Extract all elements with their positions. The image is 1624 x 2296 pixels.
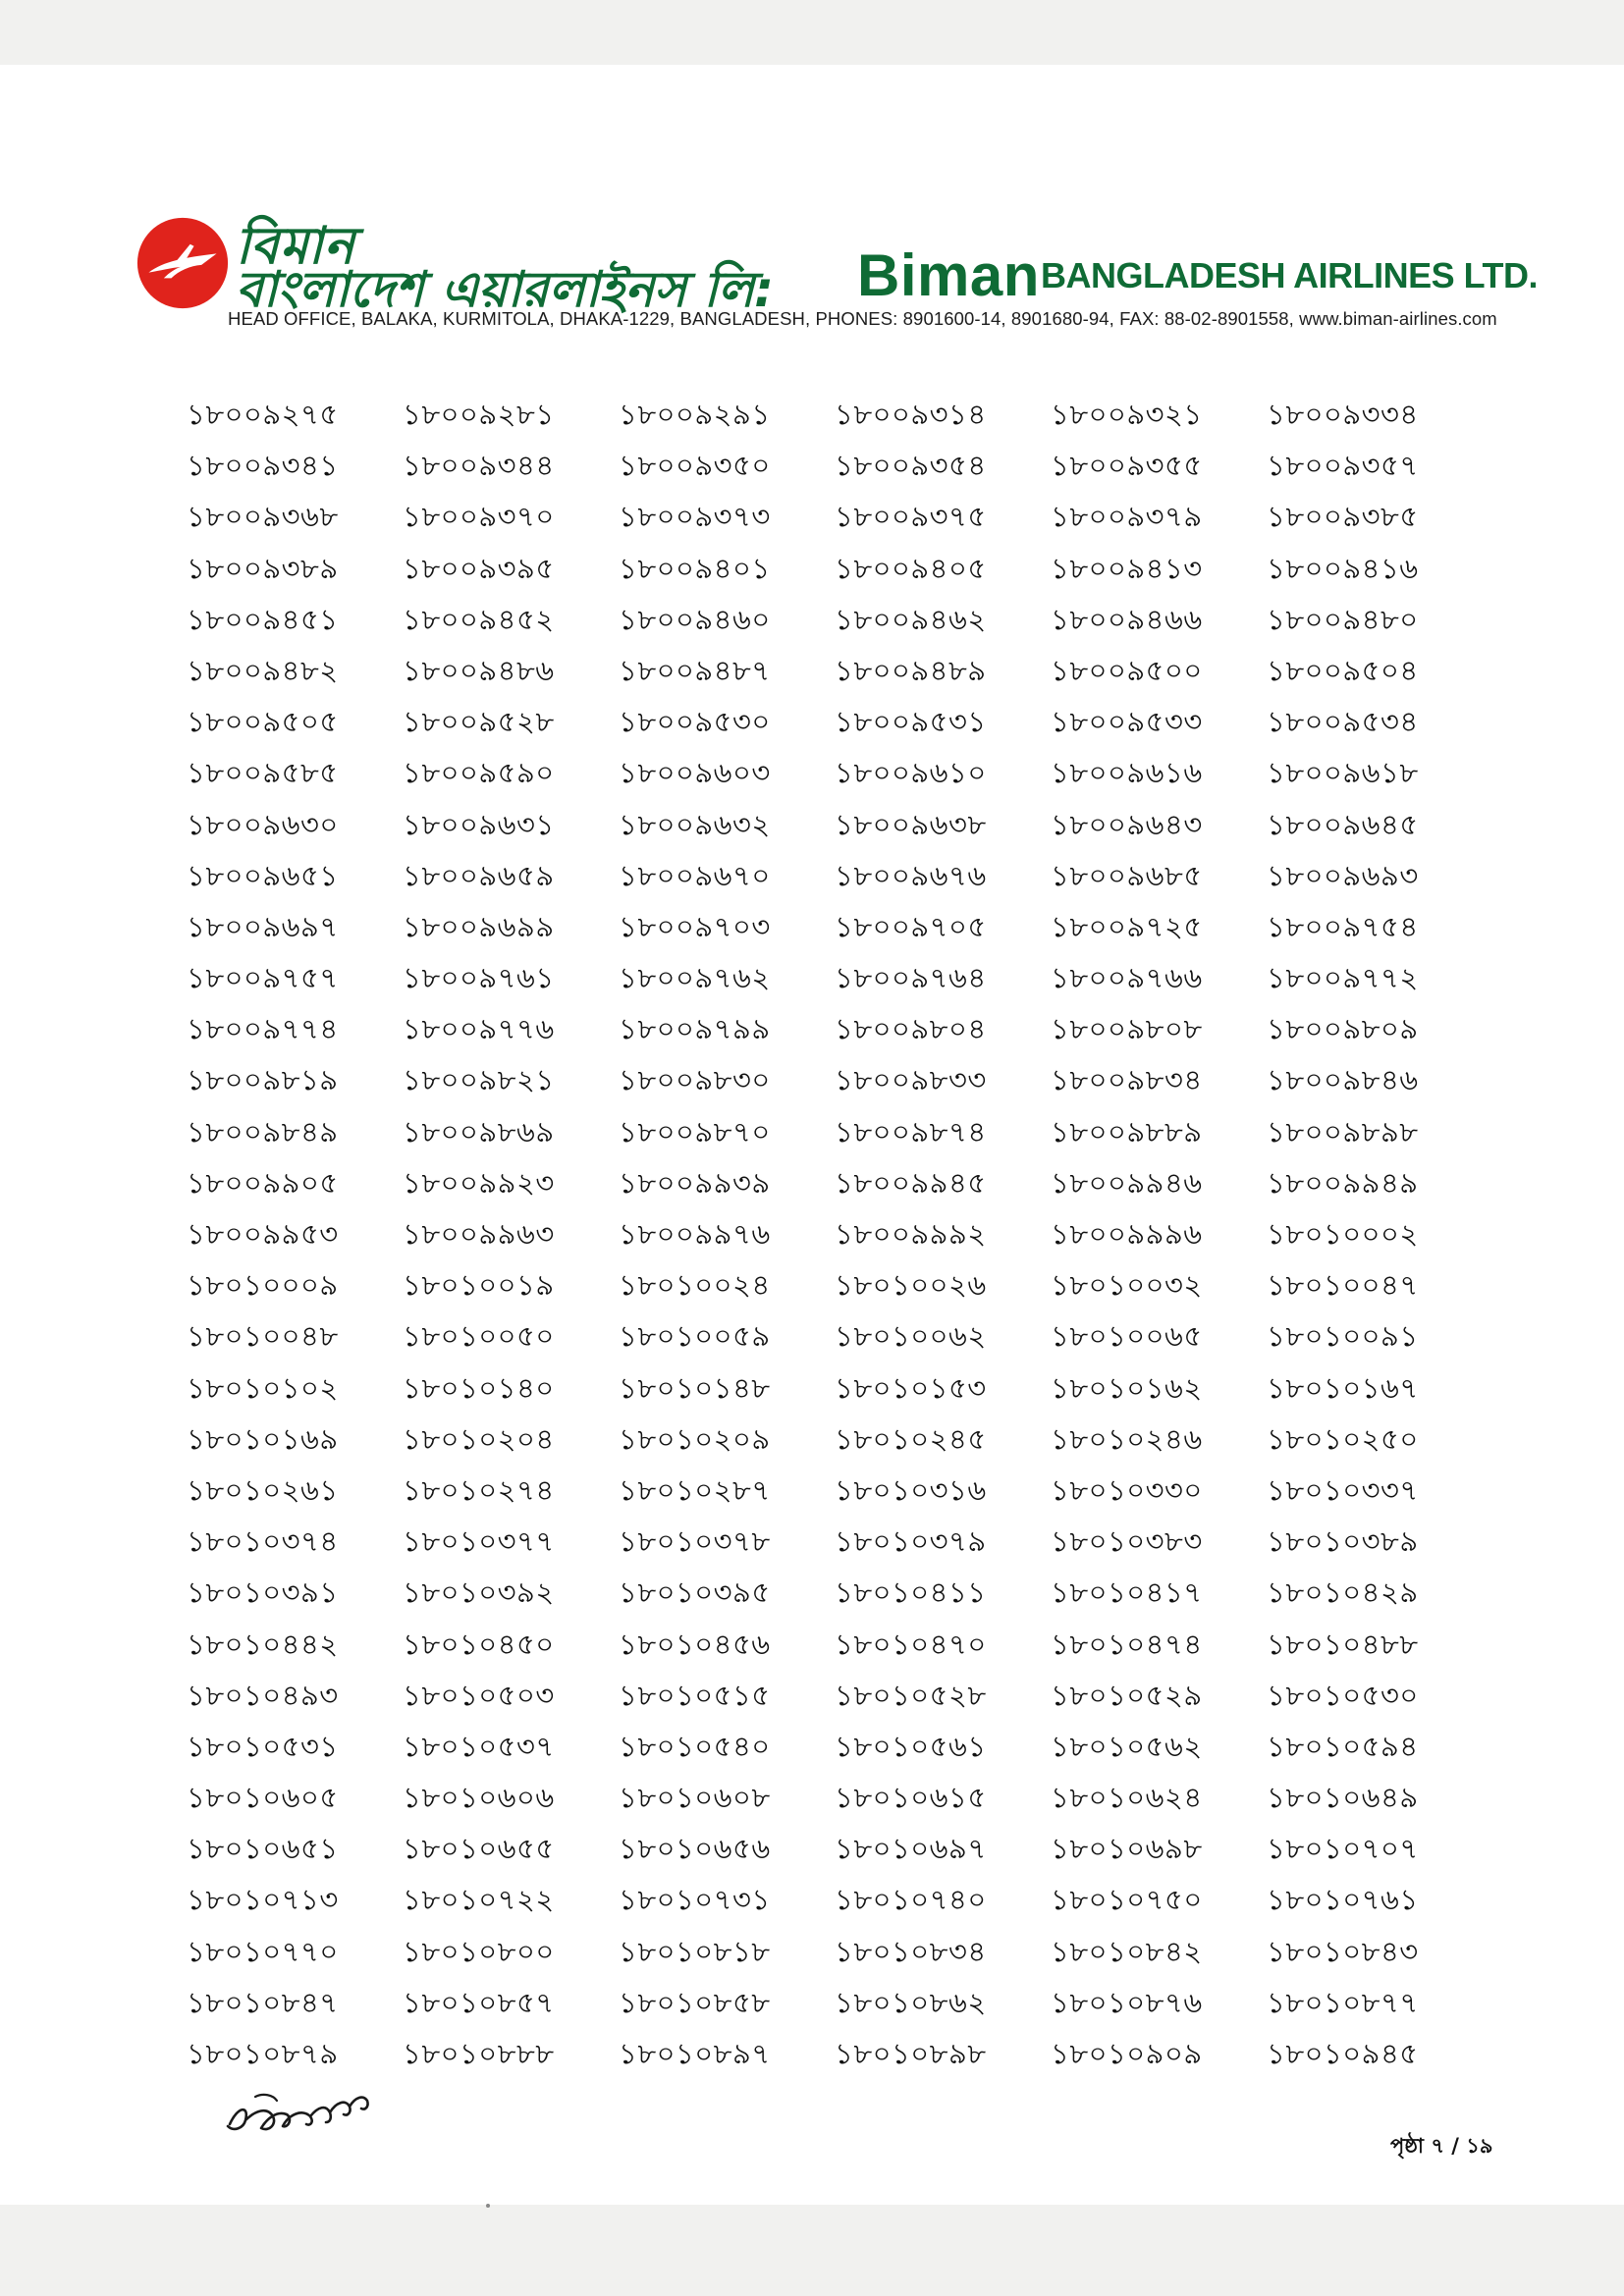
roll-number: ১৮০১০৬০৮ <box>619 1781 771 1815</box>
roll-number: ১৮০০৯৩৮৫ <box>1267 500 1419 534</box>
roll-number: ১৮০১০৮৪৭ <box>187 1985 339 2019</box>
roll-number: ১৮০১০০৪৭ <box>1267 1268 1419 1303</box>
roll-number: ১৮০১০১৬৯ <box>187 1421 339 1456</box>
roll-number: ১৮০১০৪২৯ <box>1267 1575 1419 1610</box>
roll-number: ১৮০০৯৮০৮ <box>1051 1012 1203 1046</box>
roll-number: ১৮০০৯৩৬৮ <box>187 500 339 534</box>
roll-number: ১৮০১০৮৫৮ <box>619 1985 771 2019</box>
roll-number: ১৮০১০৫৬২ <box>1051 1729 1203 1763</box>
roll-number: ১৮০১০০১৯ <box>403 1268 555 1303</box>
roll-number: ১৮০১০১৪০ <box>403 1370 555 1405</box>
roll-number: ১৮০১০৫১৫ <box>619 1678 771 1712</box>
roll-number: ১৮০০৯৭৬৬ <box>1051 961 1203 995</box>
page-number: পৃষ্ঠা ৭ / ১৯ <box>1390 2134 1493 2158</box>
roll-number: ১৮০০৯৪৮২ <box>187 653 339 687</box>
roll-number: ১৮০০৯৭৫৪ <box>1267 909 1419 943</box>
roll-number: ১৮০০৯৯৯৬ <box>1051 1217 1203 1251</box>
roll-number: ১৮০১০৮৭৯ <box>187 2037 339 2070</box>
roll-number: ১৮০০৯৪৮৬ <box>403 653 555 687</box>
roll-number: ১৮০০৯৪০১ <box>619 551 771 585</box>
roll-number: ১৮০০৯৩৭০ <box>403 500 555 534</box>
roll-number: ১৮০০৯৯৪৯ <box>1267 1165 1419 1200</box>
roll-number: ১৮০১০৯৪৫ <box>1267 2037 1419 2070</box>
roll-number: ১৮০০৯৬৪৩ <box>1051 807 1203 841</box>
roll-number: ১৮০১০৮৭৭ <box>1267 1985 1419 2019</box>
roll-number: ১৮০১০৫৩০ <box>1267 1678 1419 1712</box>
roll-number: ১৮০০৯৫৩০ <box>619 705 771 739</box>
roll-number: ১৮০০৯৪৮৭ <box>619 653 771 687</box>
roll-number: ১৮০০৯৮৪৬ <box>1267 1063 1419 1097</box>
roll-number: ১৮০১০৮৪২ <box>1051 1934 1203 1968</box>
roll-number: ১৮০১০৪১১ <box>835 1575 987 1610</box>
roll-number: ১৮০১০৭১৩ <box>187 1883 339 1917</box>
roll-number: ১৮০১০০৪৮ <box>187 1319 339 1354</box>
roll-number: ১৮০০৯৪১৬ <box>1267 551 1419 585</box>
roll-number: ১৮০০৯৩৪৪ <box>403 449 555 483</box>
roll-number: ১৮০০৯৬৩৮ <box>835 807 987 841</box>
roll-number: ১৮০০৯৮০৪ <box>835 1012 987 1046</box>
roll-number: ১৮০১০৮৮৮ <box>403 2037 555 2070</box>
roll-number: ১৮০১০৪৮৮ <box>1267 1627 1419 1661</box>
roll-number-table <box>187 389 1492 2079</box>
roll-number: ১৮০০৯৪১৩ <box>1051 551 1203 585</box>
roll-number: ১৮০০৯৬৯৩ <box>1267 858 1419 892</box>
roll-number: ১৮০১০৮৩৪ <box>835 1934 987 1968</box>
roll-number: ১৮০১০২৪৬ <box>1051 1421 1203 1456</box>
roll-number: ১৮০০৯৫৩৩ <box>1051 705 1203 739</box>
roll-number: ১৮০০৯৮৭০ <box>619 1114 771 1148</box>
english-company-name: BANGLADESH AIRLINES LTD. <box>1041 255 1538 295</box>
roll-number: ১৮০০৯৮০৯ <box>1267 1012 1419 1046</box>
roll-number: ১৮০০৯৮৮৯ <box>1051 1114 1203 1148</box>
roll-number: ১৮০০৯৯৩৯ <box>619 1165 771 1200</box>
roll-number: ১৮০০৯৩৫৫ <box>1051 449 1203 483</box>
roll-number: ১৮০১০৩৩০ <box>1051 1472 1203 1507</box>
roll-number: ১৮০০৯৬৭০ <box>619 858 771 892</box>
roll-number: ১৮০০৯৫২৮ <box>403 705 555 739</box>
roll-number: ১৮০১০৩১৬ <box>835 1472 987 1507</box>
roll-number: ১৮০১০৫২৮ <box>835 1678 987 1712</box>
roll-number: ১৮০১০৭০৭ <box>1267 1832 1419 1866</box>
roll-number: ১৮০১০৩৭৯ <box>835 1524 987 1559</box>
roll-number: ১৮০০৯৩৮৯ <box>187 551 339 585</box>
roll-number: ১৮০০৯৭৭৪ <box>187 1012 339 1046</box>
roll-number: ১৮০০৯৬৯৯ <box>403 909 555 943</box>
roll-number: ১৮০০৯৮৯৮ <box>1267 1114 1419 1148</box>
roll-number: ১৮০১০৮৪৩ <box>1267 1934 1419 1968</box>
signature <box>216 2067 403 2156</box>
roll-number: ১৮০১০৪৯৩ <box>187 1678 339 1712</box>
scan-speck <box>486 2204 490 2208</box>
roll-number: ১৮০১০৬৫৫ <box>403 1832 555 1866</box>
head-office-address: HEAD OFFICE, BALAKA, KURMITOLA, DHAKA-1229, BANGLADESH, PHONES: 8901600-14, 8901680-94, FAX: 88-02-8901558, www.biman-airlines.com <box>228 308 1497 329</box>
roll-number: ১৮০০৯৩৭৯ <box>1051 500 1203 534</box>
roll-number: ১৮০০৯৬১০ <box>835 756 987 790</box>
bangla-name-line2: বাংলাদেশ এয়ারলাইনস লি: <box>236 261 775 318</box>
roll-number: ১৮০১০৫৩১ <box>187 1729 339 1763</box>
roll-number: ১৮০০৯৩৩৪ <box>1267 398 1419 431</box>
roll-number: ১৮০০৯৩৭৩ <box>619 500 771 534</box>
roll-number: ১৮০০৯৭৫৭ <box>187 961 339 995</box>
roll-number: ১৮০০৯৬৪৫ <box>1267 807 1419 841</box>
roll-number: ১৮০০৯৯৪৫ <box>835 1165 987 1200</box>
roll-number: ১৮০১০৩৮৯ <box>1267 1524 1419 1559</box>
letterhead <box>128 202 1538 340</box>
roll-number: ১৮০০৯৫৮৫ <box>187 756 339 790</box>
roll-number: ১৮০১০৩৩৭ <box>1267 1472 1419 1507</box>
roll-number: ১৮০০৯৯০৫ <box>187 1165 339 1200</box>
roll-number: ১৮০১০২০৯ <box>619 1421 771 1456</box>
roll-number: ১৮০০৯৭৬২ <box>619 961 771 995</box>
roll-number: ১৮০১০৮৫৭ <box>403 1985 555 2019</box>
biman-crane-logo-icon <box>135 216 230 310</box>
roll-number: ১৮০১০৬০৫ <box>187 1781 339 1815</box>
roll-number: ১৮০১০৫২৯ <box>1051 1678 1203 1712</box>
roll-number: ১৮০১০২০৪ <box>403 1421 555 1456</box>
roll-number: ১৮০০৯৭০৫ <box>835 909 987 943</box>
roll-number: ১৮০০৯৯৭৬ <box>619 1217 771 1251</box>
roll-number: ১৮০১০৪৫৬ <box>619 1627 771 1661</box>
roll-number: ১৮০১০৬৯৮ <box>1051 1832 1203 1866</box>
roll-number: ১৮০১০৩৯৫ <box>619 1575 771 1610</box>
roll-number: ১৮০১০০২৪ <box>619 1268 771 1303</box>
document-page <box>0 65 1624 2205</box>
roll-number: ১৮০০৯৬০৩ <box>619 756 771 790</box>
roll-number: ১৮০১০০২৬ <box>835 1268 987 1303</box>
roll-number: ১৮০১০৭৩১ <box>619 1883 771 1917</box>
roll-number: ১৮০০৯৩১৪ <box>835 398 987 431</box>
roll-number: ১৮০০৯৭০৩ <box>619 909 771 943</box>
roll-number: ১৮০০৯৭৭২ <box>1267 961 1419 995</box>
roll-number: ১৮০১০৫৪০ <box>619 1729 771 1763</box>
roll-number: ১৮০১০৬৪৯ <box>1267 1781 1419 1815</box>
roll-number: ১৮০০৯৮৩৩ <box>835 1063 987 1097</box>
roll-number: ১৮০০৯৫০৫ <box>187 705 339 739</box>
roll-number: ১৮০১০৩৭৭ <box>403 1524 555 1559</box>
roll-number: ১৮০০৯৬১৬ <box>1051 756 1203 790</box>
roll-number: ১৮০০৯৭৬১ <box>403 961 555 995</box>
roll-number: ১৮০০৯৬৭৬ <box>835 858 987 892</box>
roll-number: ১৮০১০৪৭৪ <box>1051 1627 1203 1661</box>
roll-number: ১৮০০৯৭২৫ <box>1051 909 1203 943</box>
roll-number: ১৮০১০৫৩৭ <box>403 1729 555 1763</box>
roll-number: ১৮০১০৮৯৮ <box>835 2037 987 2070</box>
roll-number: ১৮০০৯৬৫৯ <box>403 858 555 892</box>
roll-number: ১৮০১০৬৫৬ <box>619 1832 771 1866</box>
roll-number: ১৮০০৯৫৯০ <box>403 756 555 790</box>
bangla-name-line1: বিমান <box>236 217 355 276</box>
roll-number: ১৮০০৯৬৩১ <box>403 807 555 841</box>
roll-number: ১৮০১০২৪৫ <box>835 1421 987 1456</box>
roll-number: ১৮০১০৪৫০ <box>403 1627 555 1661</box>
english-brand-name: Biman <box>857 242 1040 308</box>
roll-number: ১৮০১০২৫০ <box>1267 1421 1419 1456</box>
roll-number: ১৮০০৯৫০০ <box>1051 653 1203 687</box>
roll-number: ১৮০১০৭৭০ <box>187 1934 339 1968</box>
roll-number: ১৮০০৯৮৪৯ <box>187 1114 339 1148</box>
roll-number: ১৮০০৯৫৩৪ <box>1267 705 1419 739</box>
roll-number: ১৮০০৯২৭৫ <box>187 398 339 431</box>
roll-number: ১৮০০৯৬৯৭ <box>187 909 339 943</box>
roll-number: ১৮০০৯৩৪১ <box>187 449 339 483</box>
roll-number: ১৮০১০৮৯৭ <box>619 2037 771 2070</box>
roll-number: ১৮০১০০৬২ <box>835 1319 987 1354</box>
roll-number: ১৮০১০০৫৯ <box>619 1319 771 1354</box>
roll-number: ১৮০০৯৪৮৯ <box>835 653 987 687</box>
roll-number: ১৮০০৯৬৩০ <box>187 807 339 841</box>
roll-number: ১৮০১০৪৭০ <box>835 1627 987 1661</box>
roll-number: ১৮০১০৭৬১ <box>1267 1883 1419 1917</box>
roll-number: ১৮০১০৬৫১ <box>187 1832 339 1866</box>
roll-number: ১৮০০৯৫৩১ <box>835 705 987 739</box>
roll-number: ১৮০১০১৪৮ <box>619 1370 771 1405</box>
roll-number: ১৮০০৯৮৩০ <box>619 1063 771 1097</box>
roll-number: ১৮০১০১৬২ <box>1051 1370 1203 1405</box>
roll-number: ১৮০০৯৮১৯ <box>187 1063 339 1097</box>
roll-number: ১৮০১০৩৭৮ <box>619 1524 771 1559</box>
roll-number: ১৮০১০৮১৮ <box>619 1934 771 1968</box>
roll-number: ১৮০১০৪৪২ <box>187 1627 339 1661</box>
roll-number: ১৮০০৯৮২১ <box>403 1063 555 1097</box>
roll-number: ১৮০১০৮৬২ <box>835 1985 987 2019</box>
roll-number: ১৮০১০০৩২ <box>1051 1268 1203 1303</box>
roll-number: ১৮০০৯৮৬৯ <box>403 1114 555 1148</box>
roll-number: ১৮০১০১৬৭ <box>1267 1370 1419 1405</box>
roll-number: ১৮০১০৩৭৪ <box>187 1524 339 1559</box>
roll-number: ১৮০০৯৯২৩ <box>403 1165 555 1200</box>
roll-number: ১৮০১০৫০৩ <box>403 1678 555 1712</box>
roll-number: ১৮০০৯৩৫৭ <box>1267 449 1419 483</box>
roll-number: ১৮০১০৪১৭ <box>1051 1575 1203 1610</box>
roll-number: ১৮০০৯৭৭৬ <box>403 1012 555 1046</box>
roll-number: ১৮০০৯৯৯২ <box>835 1217 987 1251</box>
roll-number: ১৮০০৯২৮১ <box>403 398 555 431</box>
roll-number: ১৮০০৯৩২১ <box>1051 398 1203 431</box>
roll-number: ১৮০১০০০৯ <box>187 1268 339 1303</box>
roll-number: ১৮০১০৩৯২ <box>403 1575 555 1610</box>
roll-number: ১৮০১০২৭৪ <box>403 1472 555 1507</box>
roll-number: ১৮০০৯৫০৪ <box>1267 653 1419 687</box>
roll-number: ১৮০১০৬৯৭ <box>835 1832 987 1866</box>
roll-number: ১৮০০৯৯৬৩ <box>403 1217 555 1251</box>
roll-number: ১৮০১০৫৯৪ <box>1267 1729 1419 1763</box>
roll-number: ১৮০১০০০২ <box>1267 1217 1419 1251</box>
roll-number: ১৮০১০৬০৬ <box>403 1781 555 1815</box>
roll-number: ১৮০০৯৭৯৯ <box>619 1012 771 1046</box>
roll-number: ১৮০০৯৬৩২ <box>619 807 771 841</box>
roll-number: ১৮০০৯৩৭৫ <box>835 500 987 534</box>
roll-number: ১৮০০৯৪০৫ <box>835 551 987 585</box>
roll-number: ১৮০১০৬২৪ <box>1051 1781 1203 1815</box>
roll-number: ১৮০১০৯০৯ <box>1051 2037 1203 2070</box>
roll-number: ১৮০০৯৬১৮ <box>1267 756 1419 790</box>
roll-number: ১৮০০৯৬৫১ <box>187 858 339 892</box>
roll-number: ১৮০০৯২৯১ <box>619 398 771 431</box>
roll-number: ১৮০০৯৩৫৪ <box>835 449 987 483</box>
roll-number: ১৮০১০২৮৭ <box>619 1472 771 1507</box>
roll-number: ১৮০১০২৬১ <box>187 1472 339 1507</box>
roll-number: ১৮০১০৭৪০ <box>835 1883 987 1917</box>
roll-number: ১৮০১০৮০০ <box>403 1934 555 1968</box>
roll-number: ১৮০১০০৫০ <box>403 1319 555 1354</box>
roll-number: ১৮০১০৫৬১ <box>835 1729 987 1763</box>
roll-number: ১৮০০৯৩৫০ <box>619 449 771 483</box>
roll-number: ১৮০১০১০২ <box>187 1370 339 1405</box>
roll-number: ১৮০০৯৮৩৪ <box>1051 1063 1203 1097</box>
roll-number: ১৮০০৯৩৯৫ <box>403 551 555 585</box>
roll-number: ১৮০০৯৪৬৬ <box>1051 602 1203 636</box>
roll-number: ১৮০১০০৯১ <box>1267 1319 1419 1354</box>
roll-number: ১৮০১০৩৮৩ <box>1051 1524 1203 1559</box>
roll-number: ১৮০০৯৪৫১ <box>187 602 339 636</box>
roll-number: ১৮০১০৭২২ <box>403 1883 555 1917</box>
roll-number: ১৮০০৯৪৫২ <box>403 602 555 636</box>
roll-number: ১৮০০৯৯৫৩ <box>187 1217 339 1251</box>
roll-number: ১৮০১০০৬৫ <box>1051 1319 1203 1354</box>
roll-number: ১৮০০৯৪৬০ <box>619 602 771 636</box>
roll-number: ১৮০০৯৮৭৪ <box>835 1114 987 1148</box>
roll-number: ১৮০০৯৭৬৪ <box>835 961 987 995</box>
roll-number: ১৮০০৯৪৮০ <box>1267 602 1419 636</box>
roll-number: ১৮০০৯৬৮৫ <box>1051 858 1203 892</box>
roll-number: ১৮০১০৩৯১ <box>187 1575 339 1610</box>
roll-number: ১৮০১০৮৭৬ <box>1051 1985 1203 2019</box>
roll-number: ১৮০১০৬১৫ <box>835 1781 987 1815</box>
roll-number: ১৮০০৯৪৬২ <box>835 602 987 636</box>
roll-number: ১৮০০৯৯৪৬ <box>1051 1165 1203 1200</box>
roll-number: ১৮০১০৭৫০ <box>1051 1883 1203 1917</box>
roll-number: ১৮০১০১৫৩ <box>835 1370 987 1405</box>
